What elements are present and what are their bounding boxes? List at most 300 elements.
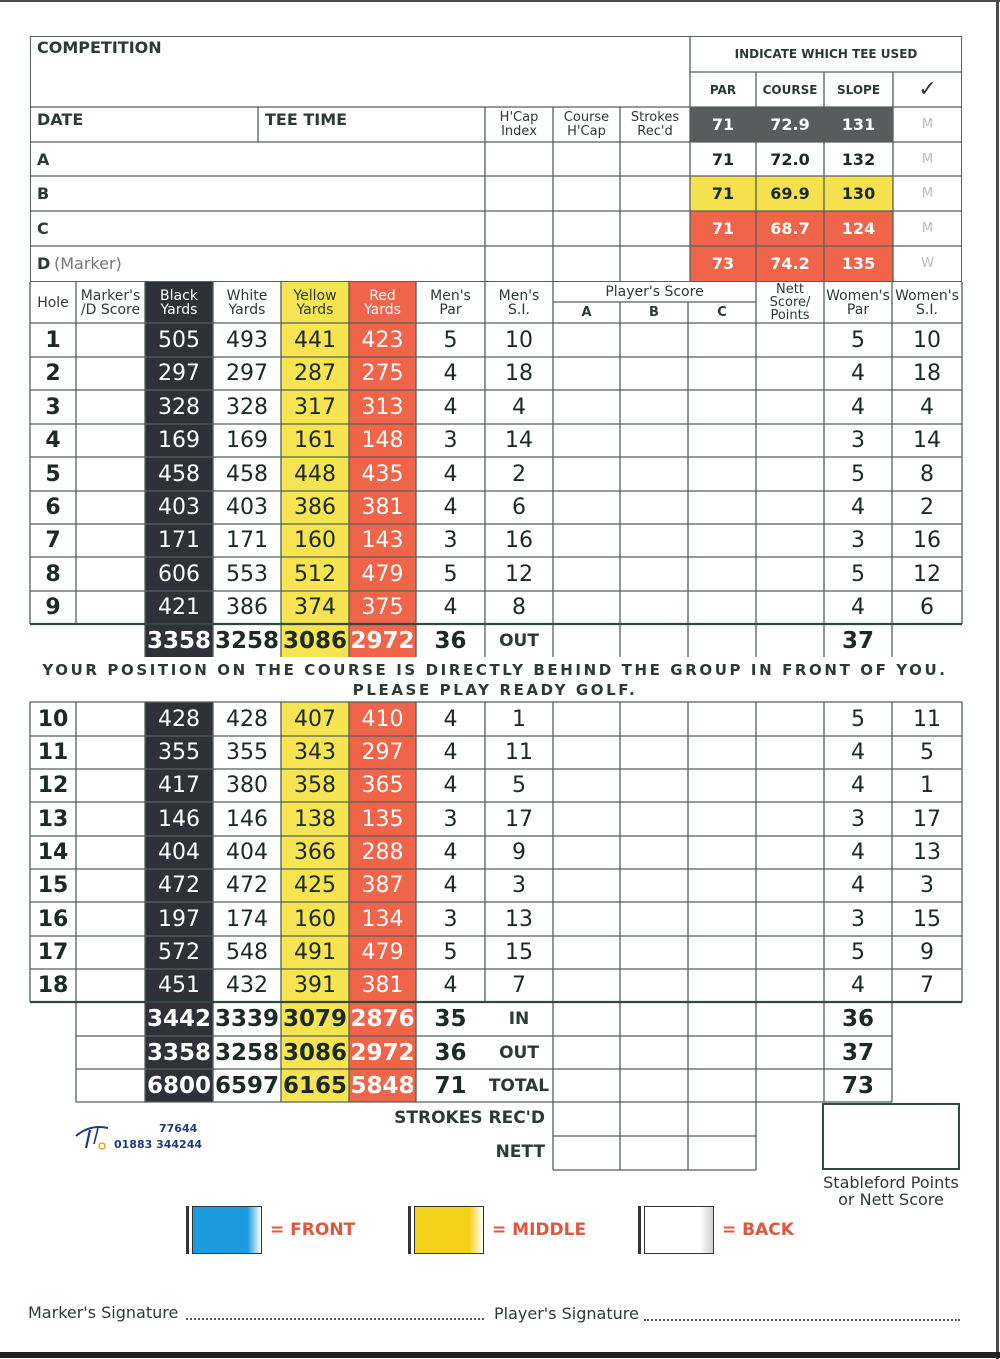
hole-14-red: 288 — [361, 840, 404, 865]
hole-6-mens-si: 6 — [512, 495, 526, 520]
hole-15-number: 15 — [37, 873, 69, 898]
stableford-box[interactable] — [822, 1103, 960, 1170]
stableford-line2: or Nett Score — [838, 1190, 944, 1209]
hole-18-pb-score-input[interactable] — [622, 971, 686, 1000]
tee-slope-0: 131 — [841, 115, 876, 134]
hole-15-red: 387 — [361, 873, 404, 898]
strokes-recd-line1: Strokes — [630, 109, 680, 125]
hole-17-pc-score-input[interactable] — [690, 938, 754, 967]
hole-17-red: 479 — [361, 940, 404, 965]
hole-8-mens-si: 12 — [505, 561, 533, 587]
hole-13-pa-score-input[interactable] — [555, 804, 618, 834]
hole-16-womens-par: 3 — [851, 906, 865, 932]
out-total-white: 3258 — [214, 1039, 279, 1066]
hole-1-black: 505 — [158, 327, 200, 353]
hole-14-pa-score-input[interactable] — [555, 838, 618, 867]
hole-18-number: 18 — [37, 973, 69, 998]
hole-17-mens-par: 5 — [443, 940, 458, 965]
hole-9-yellow: 374 — [294, 595, 336, 620]
yellow-yards-header-line2: Yards — [296, 301, 334, 318]
hole-17-mens-si: 15 — [505, 940, 533, 965]
red-yards-header-line2: Yards — [364, 301, 401, 318]
hole-10-yellow: 407 — [294, 706, 336, 732]
nett-score-header-line3: Points — [770, 308, 810, 323]
grand-total-red: 5848 — [350, 1072, 415, 1099]
hole-12-womens-par: 4 — [851, 773, 865, 798]
hole-14-womens-si: 13 — [913, 840, 941, 865]
tee-slope-3: 124 — [841, 219, 876, 238]
in-total-mens-par: 35 — [434, 1006, 467, 1032]
hole-7-mens-par: 3 — [443, 528, 458, 553]
hole-10-womens-si: 11 — [913, 706, 941, 732]
hole-13-yellow: 138 — [294, 806, 336, 832]
players-score-header: Player's Score — [605, 284, 704, 300]
hole-2-yellow: 287 — [294, 361, 336, 386]
hcap-index-line1: H'Cap — [499, 109, 539, 125]
black-yards-header-line2: Yards — [160, 301, 198, 318]
hole-16-red: 134 — [361, 906, 404, 932]
hole-11-womens-par: 4 — [851, 740, 865, 765]
logo-code: 77644 — [159, 1122, 198, 1135]
player-a-header: A — [581, 305, 592, 320]
hole-18-marker-score-input[interactable] — [78, 971, 143, 1000]
hole-14-yellow: 366 — [294, 840, 336, 865]
hole-2-mens-si: 18 — [505, 361, 533, 386]
hole-12-number: 12 — [37, 773, 69, 798]
hole-2-womens-par: 4 — [851, 361, 865, 386]
hcap-index-line2: Index — [501, 123, 537, 139]
hole-10-number: 10 — [37, 706, 69, 732]
womens-par-header-line1: Women's — [826, 287, 890, 304]
grand-total-womens-par: 73 — [841, 1072, 874, 1099]
hole-16-pb-score-input[interactable] — [622, 904, 686, 934]
hole-16-number: 16 — [37, 906, 69, 932]
hole-8-number: 8 — [45, 561, 61, 587]
back-swatch-bar — [638, 1206, 641, 1254]
hole-18-red: 381 — [361, 973, 404, 998]
nett-score-header-line1: Nett — [776, 282, 804, 297]
hole-15-yellow: 425 — [294, 873, 336, 898]
date-label: DATE — [37, 110, 84, 129]
hole-16-marker-score-input[interactable] — [78, 904, 143, 934]
hole-6-mens-par: 4 — [443, 495, 458, 520]
logo-phone: 01883 344244 — [114, 1138, 203, 1151]
hole-4-womens-par: 3 — [851, 428, 865, 453]
hole-2-white: 297 — [226, 361, 268, 386]
hole-10-white: 428 — [226, 706, 268, 732]
hole-15-pb-score-input[interactable] — [622, 871, 686, 900]
hole-9-mens-par: 4 — [443, 595, 458, 620]
teetime-label: TEE TIME — [265, 110, 348, 129]
tee-course-2: 69.9 — [770, 184, 810, 203]
mens-par-header-line1: Men's — [430, 287, 471, 304]
hole-17-yellow: 491 — [294, 940, 336, 965]
hole-4-womens-si: 14 — [913, 428, 941, 453]
player-signature-label: Player's Signature — [494, 1304, 639, 1323]
hole-1-red: 423 — [361, 327, 404, 353]
hole-8-mens-par: 5 — [443, 561, 458, 587]
course-hcap-line2: H'Cap — [567, 123, 606, 139]
hole-5-womens-si: 8 — [920, 461, 934, 487]
nett-footer: NETT — [495, 1142, 545, 1162]
page-edge-bottom — [0, 1352, 1000, 1358]
hole-1-mens-par: 5 — [443, 327, 458, 353]
white-yards-header-line1: White — [226, 287, 268, 304]
in-total-womens-par: 36 — [841, 1006, 874, 1032]
hole-12-pa-score-input[interactable] — [555, 771, 618, 800]
hole-9-womens-si: 6 — [920, 595, 934, 620]
hole-9-mens-si: 8 — [512, 595, 526, 620]
player-label-c: C — [37, 218, 49, 238]
hole-10-marker-score-input[interactable] — [78, 704, 143, 734]
hole-13-number: 13 — [37, 806, 69, 832]
tee-par-4: 73 — [711, 254, 735, 273]
hole-12-red: 365 — [361, 773, 404, 798]
hole-16-womens-si: 15 — [913, 906, 941, 932]
hole-6-yellow: 386 — [294, 495, 336, 520]
hole-4-number: 4 — [45, 428, 61, 453]
marker-score-header-line1: Marker's — [80, 287, 141, 304]
hole-17-womens-par: 5 — [851, 940, 865, 965]
hole-11-white: 355 — [226, 740, 268, 765]
tee-gender-3[interactable]: M — [921, 221, 934, 236]
hole-14-mens-si: 9 — [512, 840, 526, 865]
hole-7-mens-si: 16 — [505, 528, 533, 553]
mens-si-header-line1: Men's — [498, 287, 540, 304]
hole-17-marker-score-input[interactable] — [78, 938, 143, 967]
hole-18-nett-score-input[interactable] — [758, 971, 822, 1000]
out-total-label: OUT — [499, 1042, 539, 1063]
hole-12-white: 380 — [226, 773, 268, 798]
hole-7-womens-par: 3 — [851, 528, 865, 553]
tee-par-3: 71 — [711, 219, 735, 238]
hole-13-womens-si: 17 — [913, 806, 941, 832]
tee-course-1: 72.0 — [770, 150, 810, 169]
in-total-yellow: 3079 — [282, 1006, 347, 1032]
hole-18-mens-par: 4 — [443, 973, 458, 998]
hole-16-white: 174 — [226, 906, 268, 932]
hole-5-red: 435 — [361, 461, 404, 487]
hole-13-nett-score-input[interactable] — [758, 804, 822, 834]
hole-6-black: 403 — [158, 495, 200, 520]
player-label-d: D — [37, 253, 51, 273]
marker-tag: (Marker) — [54, 253, 122, 273]
tee-gender-1[interactable]: M — [921, 152, 934, 167]
front-out-label: OUT — [499, 630, 539, 651]
hole-12-pb-score-input[interactable] — [622, 771, 686, 800]
hole-12-womens-si: 1 — [920, 773, 934, 798]
hole-6-red: 381 — [361, 495, 404, 520]
hole-11-red: 297 — [361, 740, 404, 765]
hole-1-mens-si: 10 — [505, 327, 533, 353]
hole-7-white: 171 — [226, 528, 268, 553]
hole-4-white: 169 — [226, 428, 268, 453]
grand-total-mens-par: 71 — [434, 1072, 467, 1099]
hole-16-pc-score-input[interactable] — [690, 904, 754, 934]
hole-13-red: 135 — [361, 806, 404, 832]
hole-3-red: 313 — [361, 394, 404, 420]
tee-gender-4[interactable]: W — [921, 256, 934, 271]
legend-middle: = MIDDLE — [492, 1220, 587, 1240]
hole-4-mens-par: 3 — [443, 428, 458, 453]
hole-13-mens-si: 17 — [505, 806, 533, 832]
hole-17-pa-score-input[interactable] — [555, 938, 618, 967]
hole-6-number: 6 — [45, 495, 61, 520]
hole-11-pa-score-input[interactable] — [555, 738, 618, 767]
out-total-womens-par: 37 — [841, 1039, 874, 1066]
hole-15-black: 472 — [158, 873, 200, 898]
hole-5-yellow: 448 — [294, 461, 336, 487]
grand-total-black: 6800 — [146, 1072, 211, 1099]
hole-14-pc-score-input[interactable] — [690, 838, 754, 867]
hole-9-number: 9 — [45, 595, 61, 620]
hole-14-white: 404 — [226, 840, 268, 865]
hole-3-yellow: 317 — [294, 394, 336, 420]
hole-9-red: 375 — [361, 595, 404, 620]
hole-18-white: 432 — [226, 973, 268, 998]
hole-2-red: 275 — [361, 361, 404, 386]
hole-15-womens-si: 3 — [920, 873, 934, 898]
hole-2-black: 297 — [158, 361, 200, 386]
hole-16-pa-score-input[interactable] — [555, 904, 618, 934]
hole-7-womens-si: 16 — [913, 528, 941, 553]
hole-13-black: 146 — [158, 806, 200, 832]
hole-18-womens-par: 4 — [851, 973, 865, 998]
hole-17-womens-si: 9 — [920, 940, 934, 965]
hole-13-pb-score-input[interactable] — [622, 804, 686, 834]
womens-par-header-line2: Par — [846, 301, 870, 318]
stableford-line1: Stableford Points — [823, 1173, 959, 1192]
womens-si-header-line1: Women's — [895, 287, 959, 304]
hole-7-red: 143 — [361, 528, 404, 553]
hole-15-marker-score-input[interactable] — [78, 871, 143, 900]
tee-par-0: 71 — [711, 115, 735, 134]
hole-10-black: 428 — [158, 706, 200, 732]
out-total-red: 2972 — [350, 1039, 415, 1066]
front-swatch — [192, 1206, 262, 1254]
hole-13-marker-score-input[interactable] — [78, 804, 143, 834]
hole-4-red: 148 — [361, 428, 404, 453]
hole-14-pb-score-input[interactable] — [622, 838, 686, 867]
hole-10-mens-si: 1 — [512, 706, 526, 732]
player-signature-line[interactable] — [644, 1319, 960, 1321]
tee-gender-0[interactable]: M — [921, 117, 934, 132]
hole-3-white: 328 — [226, 394, 268, 420]
in-total-label: IN — [508, 1009, 530, 1029]
hole-11-mens-par: 4 — [443, 740, 458, 765]
hole-10-mens-par: 4 — [443, 706, 458, 732]
out-total-yellow: 3086 — [282, 1039, 347, 1066]
nett-score-header-line2: Score/ — [769, 295, 811, 310]
hole-18-yellow: 391 — [294, 973, 336, 998]
hole-7-yellow: 160 — [294, 528, 336, 553]
front-out-black: 3358 — [146, 627, 211, 654]
hole-16-black: 197 — [158, 906, 200, 932]
hole-11-nett-score-input[interactable] — [758, 738, 822, 767]
hole-10-pb-score-input[interactable] — [622, 704, 686, 734]
out-total-black: 3358 — [146, 1039, 211, 1066]
hole-12-black: 417 — [158, 773, 200, 798]
hole-18-pa-score-input[interactable] — [555, 971, 618, 1000]
back-swatch — [644, 1206, 714, 1254]
front-out-womens-par: 37 — [841, 627, 874, 654]
hole-11-yellow: 343 — [294, 740, 336, 765]
slope-header: SLOPE — [836, 82, 881, 97]
par-header: PAR — [709, 82, 737, 97]
hole-15-white: 472 — [226, 873, 268, 898]
hole-11-womens-si: 5 — [920, 740, 934, 765]
hole-4-mens-si: 14 — [505, 428, 533, 453]
player-c-header: C — [717, 305, 727, 320]
hole-14-black: 404 — [158, 840, 200, 865]
mens-par-header-line2: Par — [439, 301, 462, 318]
hole-9-black: 421 — [158, 595, 200, 620]
in-total-black: 3442 — [146, 1006, 211, 1032]
hole-5-black: 458 — [158, 461, 200, 487]
hole-12-pc-score-input[interactable] — [690, 771, 754, 800]
legend-front: = FRONT — [270, 1220, 356, 1240]
hole-5-mens-si: 2 — [512, 461, 526, 487]
hole-18-pc-score-input[interactable] — [690, 971, 754, 1000]
hole-11-marker-score-input[interactable] — [78, 738, 143, 767]
hole-12-nett-score-input[interactable] — [758, 771, 822, 800]
front-swatch-bar — [186, 1206, 189, 1254]
tee-par-2: 71 — [711, 184, 735, 203]
hole-11-mens-si: 11 — [505, 740, 533, 765]
hole-16-mens-par: 3 — [443, 906, 458, 932]
hole-4-yellow: 161 — [294, 428, 336, 453]
strokes-recd-line2: Rec'd — [637, 123, 673, 139]
middle-swatch — [414, 1206, 484, 1254]
tee-slope-4: 135 — [841, 254, 876, 273]
hole-17-nett-score-input[interactable] — [758, 938, 822, 967]
hole-6-womens-si: 2 — [920, 495, 934, 520]
in-total-white: 3339 — [214, 1006, 279, 1032]
hole-7-number: 7 — [45, 528, 61, 553]
hole-5-womens-par: 5 — [851, 461, 865, 487]
hole-15-mens-par: 4 — [443, 873, 458, 898]
marker-signature-line[interactable] — [186, 1318, 484, 1320]
hole-8-yellow: 512 — [294, 561, 336, 587]
front-out-mens-par: 36 — [434, 627, 467, 654]
hole-1-yellow: 441 — [294, 327, 336, 353]
hole-11-black: 355 — [158, 740, 200, 765]
tick-icon: ✓ — [918, 77, 937, 102]
hole-17-black: 572 — [158, 940, 200, 965]
hole-15-womens-par: 4 — [851, 873, 865, 898]
tee-gender-2[interactable]: M — [921, 186, 934, 201]
marker-score-header-line2: /D Score — [80, 301, 141, 318]
printer-logo-icon — [72, 1122, 112, 1152]
hole-16-nett-score-input[interactable] — [758, 904, 822, 934]
hole-12-yellow: 358 — [294, 773, 336, 798]
hole-17-number: 17 — [37, 940, 69, 965]
hole-11-pb-score-input[interactable] — [622, 738, 686, 767]
hole-header: Hole — [37, 294, 69, 311]
stableford-label — [800, 1174, 982, 1208]
hole-14-womens-par: 4 — [851, 840, 865, 865]
hole-5-white: 458 — [226, 461, 268, 487]
hole-3-mens-si: 4 — [512, 394, 526, 420]
front-out-yellow: 3086 — [282, 627, 347, 654]
front-out-white: 3258 — [214, 627, 279, 654]
hole-16-yellow: 160 — [294, 906, 336, 932]
hole-10-red: 410 — [361, 706, 404, 732]
marker-signature-label: Marker's Signature — [28, 1303, 179, 1322]
hole-10-nett-score-input[interactable] — [758, 704, 822, 734]
tee-par-1: 71 — [711, 150, 735, 169]
tee-course-4: 74.2 — [770, 254, 810, 273]
red-yards-header-line1: Red — [369, 287, 396, 304]
player-label-b: B — [37, 183, 50, 203]
hole-2-number: 2 — [45, 361, 61, 386]
mens-si-header-line2: S.I. — [508, 301, 530, 318]
competition-label: COMPETITION — [37, 38, 162, 57]
hole-3-number: 3 — [45, 394, 61, 420]
hole-3-mens-par: 4 — [443, 394, 458, 420]
hole-8-black: 606 — [158, 561, 200, 587]
hole-8-white: 553 — [226, 561, 268, 587]
hole-13-pc-score-input[interactable] — [690, 804, 754, 834]
grand-total-label: TOTAL — [488, 1075, 550, 1096]
tee-course-3: 68.7 — [770, 219, 810, 238]
hole-10-pc-score-input[interactable] — [690, 704, 754, 734]
hole-8-womens-si: 12 — [913, 561, 941, 587]
tee-slope-2: 130 — [841, 184, 876, 203]
hole-18-mens-si: 7 — [512, 973, 526, 998]
hole-2-womens-si: 18 — [913, 361, 941, 386]
hole-10-womens-par: 5 — [851, 706, 865, 732]
hole-11-pc-score-input[interactable] — [690, 738, 754, 767]
hole-17-white: 548 — [226, 940, 268, 965]
hole-17-pb-score-input[interactable] — [622, 938, 686, 967]
hole-12-marker-score-input[interactable] — [78, 771, 143, 800]
hole-7-black: 171 — [158, 528, 200, 553]
hole-3-womens-si: 4 — [920, 394, 934, 420]
hole-6-white: 403 — [226, 495, 268, 520]
hole-10-pa-score-input[interactable] — [555, 704, 618, 734]
hole-8-red: 479 — [361, 561, 404, 587]
hole-11-number: 11 — [37, 740, 69, 765]
hole-14-marker-score-input[interactable] — [78, 838, 143, 867]
hole-15-pc-score-input[interactable] — [690, 871, 754, 900]
grand-total-white: 6597 — [214, 1072, 279, 1099]
hole-15-pa-score-input[interactable] — [555, 871, 618, 900]
hole-9-womens-par: 4 — [851, 595, 865, 620]
hole-1-womens-par: 5 — [851, 327, 865, 353]
hole-15-nett-score-input[interactable] — [758, 871, 822, 900]
hole-9-white: 386 — [226, 595, 268, 620]
hole-14-nett-score-input[interactable] — [758, 838, 822, 867]
hole-13-womens-par: 3 — [851, 806, 865, 832]
hole-15-mens-si: 3 — [512, 873, 526, 898]
hole-2-mens-par: 4 — [443, 361, 458, 386]
legend-back: = BACK — [722, 1220, 794, 1240]
hole-18-womens-si: 7 — [920, 973, 934, 998]
hole-16-mens-si: 13 — [505, 906, 533, 932]
womens-si-header-line2: S.I. — [916, 301, 938, 318]
hole-3-black: 328 — [158, 394, 200, 420]
hole-18-black: 451 — [158, 973, 200, 998]
hole-6-womens-par: 4 — [851, 495, 865, 520]
front-out-red: 2972 — [350, 627, 415, 654]
hole-8-womens-par: 5 — [851, 561, 865, 587]
notice-line-1: YOUR POSITION ON THE COURSE IS DIRECTLY BEHIND THE GROUP IN FRONT OF YOU. — [42, 661, 948, 679]
hole-3-womens-par: 4 — [851, 394, 865, 420]
hole-13-mens-par: 3 — [443, 806, 458, 832]
out-total-mens-par: 36 — [434, 1039, 467, 1066]
hole-1-number: 1 — [45, 327, 61, 353]
